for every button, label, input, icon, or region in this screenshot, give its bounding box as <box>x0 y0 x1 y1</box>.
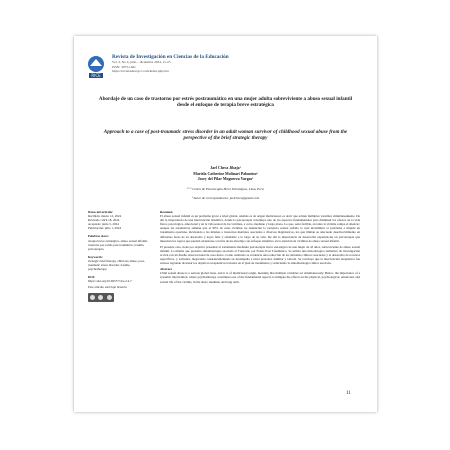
correspondence: ¹ Autor de correspondencia: jaelcheca@gmail.com <box>191 196 260 200</box>
cc-license-icon[interactable] <box>88 293 114 302</box>
journal-url[interactable]: https://revistashorayct.com/index.php/rice <box>112 69 170 74</box>
journal-volume: Vol. 2, No 4, julio – diciembre 2024, 11-25 <box>112 60 171 64</box>
author-3: Josey del Pilar Moguerza Vargas³ <box>197 177 254 182</box>
article-info-sidebar <box>88 210 150 302</box>
logo-text: RICE <box>91 73 101 78</box>
date-revised: Revisado: abril 18, 2024 <box>88 218 120 223</box>
author-2: Mariela Catherine Molinari Palomino² <box>193 171 258 176</box>
abstract-paragraph: Child sexual abuse is a serious global issue, and it is of multicausal origin, meaning that multiple variables act simultaneously. Hence, the importance of a systemic intervention, where psychotherapy constitutes one of the fundamental aspects to mitigate the effects on the physical, psychological, emotional, and sexual life of the victims, in the short, medium, and long term. <box>160 271 360 284</box>
journal-logo-icon <box>86 54 106 80</box>
article-title-es: Abordaje de un caso de trastorno por estrés postraumático en una mujer adulta sobreviviente a abuso sexual infantil desde el enfoque de terapia breve estratégica <box>98 96 353 109</box>
resumen-paragraph-1: El abuso sexual infantil es un problema grave a nivel global, además es de origen multicausal, es decir que actúan múltiples variables simultáneamente. De allí la importancia de una intervención sistémica, donde la psicoterapia constituye uno de los aspectos fundamentales para disminuir los efectos en la vida física, psicológica, emocional y en la vida sexual de las víctimas, a corto, mediano y largo plazo. Lo que, sería factible, en tanto la víctima rompa el silencio; aunque las estadísticas señalan que el 90% de estas víctimas no denuncian la violencia sexual sufrida lo cual invisibiliza el problema e impide un tratamiento oportuno. Revisando a las mismas a trastornos mentales asociados a diversos diagnósticos, los que limitan su adecuado desenvolvimiento en diferentes áreas de su desarrollo y logro feliz y saludable a lo largo de su vida. De allí la importancia de desarrollar experiencias en psicoterapia que muestren los logros que pueden alcanzarse a través de un abordaje con enfoque sistémico en la atención de víctimas de abuso sexual infantil. <box>160 214 360 243</box>
article-title-en: Approach to a case of post-traumatic stress disorder in an adult woman survivor of childhood sexual abuse from the perspective of the brief strategic therapy <box>103 129 348 142</box>
affiliation: ¹ ² ³ Centro de Psicoterapia Breve Estratégica, Lima, Perú. <box>186 187 265 191</box>
resumen-paragraph-2: El presente caso, tiene por objetivo presentar el tratamiento mediante psicoterapia breve estratégica de una mujer de 43 años, sobreviviente de abuso sexual infantil. La misma que presenta sintomatología asociada al Trastorno por Estrés Post Traumático. Se utilizó una metodología cualitativa de investigación acción con un diseño observacional de caso único. Como resultado se evidencia una reducción de los síntomas clínicos asociados y el desarrollo de recursos específicos, y actitudes, mejorando considerablemente su desempeño a nivel personal, familiar y laboral. Se concluye que la intervención terapéutica fue exitosa logrando alcanzar los objetivos terapéuticos trazados en el plan de tratamiento y reduciendo la sintomatología clínica asociada. <box>160 244 360 266</box>
abstract-column <box>160 210 360 286</box>
keywords-en-heading: Keywords: <box>88 254 103 259</box>
page-number: 11 <box>346 391 351 396</box>
journal-header <box>86 54 366 84</box>
resumen-heading: Resumen <box>160 210 173 214</box>
date-published: Publicación: julio 1, 2024 <box>88 226 121 231</box>
keywords-es-heading: Palabras clave: <box>88 234 109 239</box>
author-1: Jael Checa Jibaja¹ <box>210 166 241 170</box>
date-received: Recibido: marzo 12, 2024 <box>88 214 122 219</box>
license-text: Este artículo está bajo licencia <box>88 285 127 290</box>
doi-heading: DOI: <box>88 275 96 280</box>
journal-issn: ISSN: 3073-1461 <box>112 64 136 69</box>
paper-page <box>74 36 377 412</box>
authors <box>74 166 377 183</box>
date-accepted: Aceptado: junio 5, 2024 <box>88 222 119 227</box>
abstract-heading: Abstract <box>160 267 172 272</box>
journal-title: Revista de Investigación en Ciencias de la Educación <box>112 54 229 60</box>
dates-heading: Datos del artículo: <box>88 210 114 214</box>
doi-link[interactable]: https://doi.org/10.69577/rice.2.4.7 <box>88 279 132 284</box>
keywords-es: terapia breve estratégica, abuso sexual infantil, trastorno por estrés post traumático, trauma, psicoterapia. <box>88 238 148 251</box>
keywords-en: strategic brief therapy, child sex abuse, post-traumatic stress disorder, trauma, psychotherapy. <box>88 258 145 272</box>
